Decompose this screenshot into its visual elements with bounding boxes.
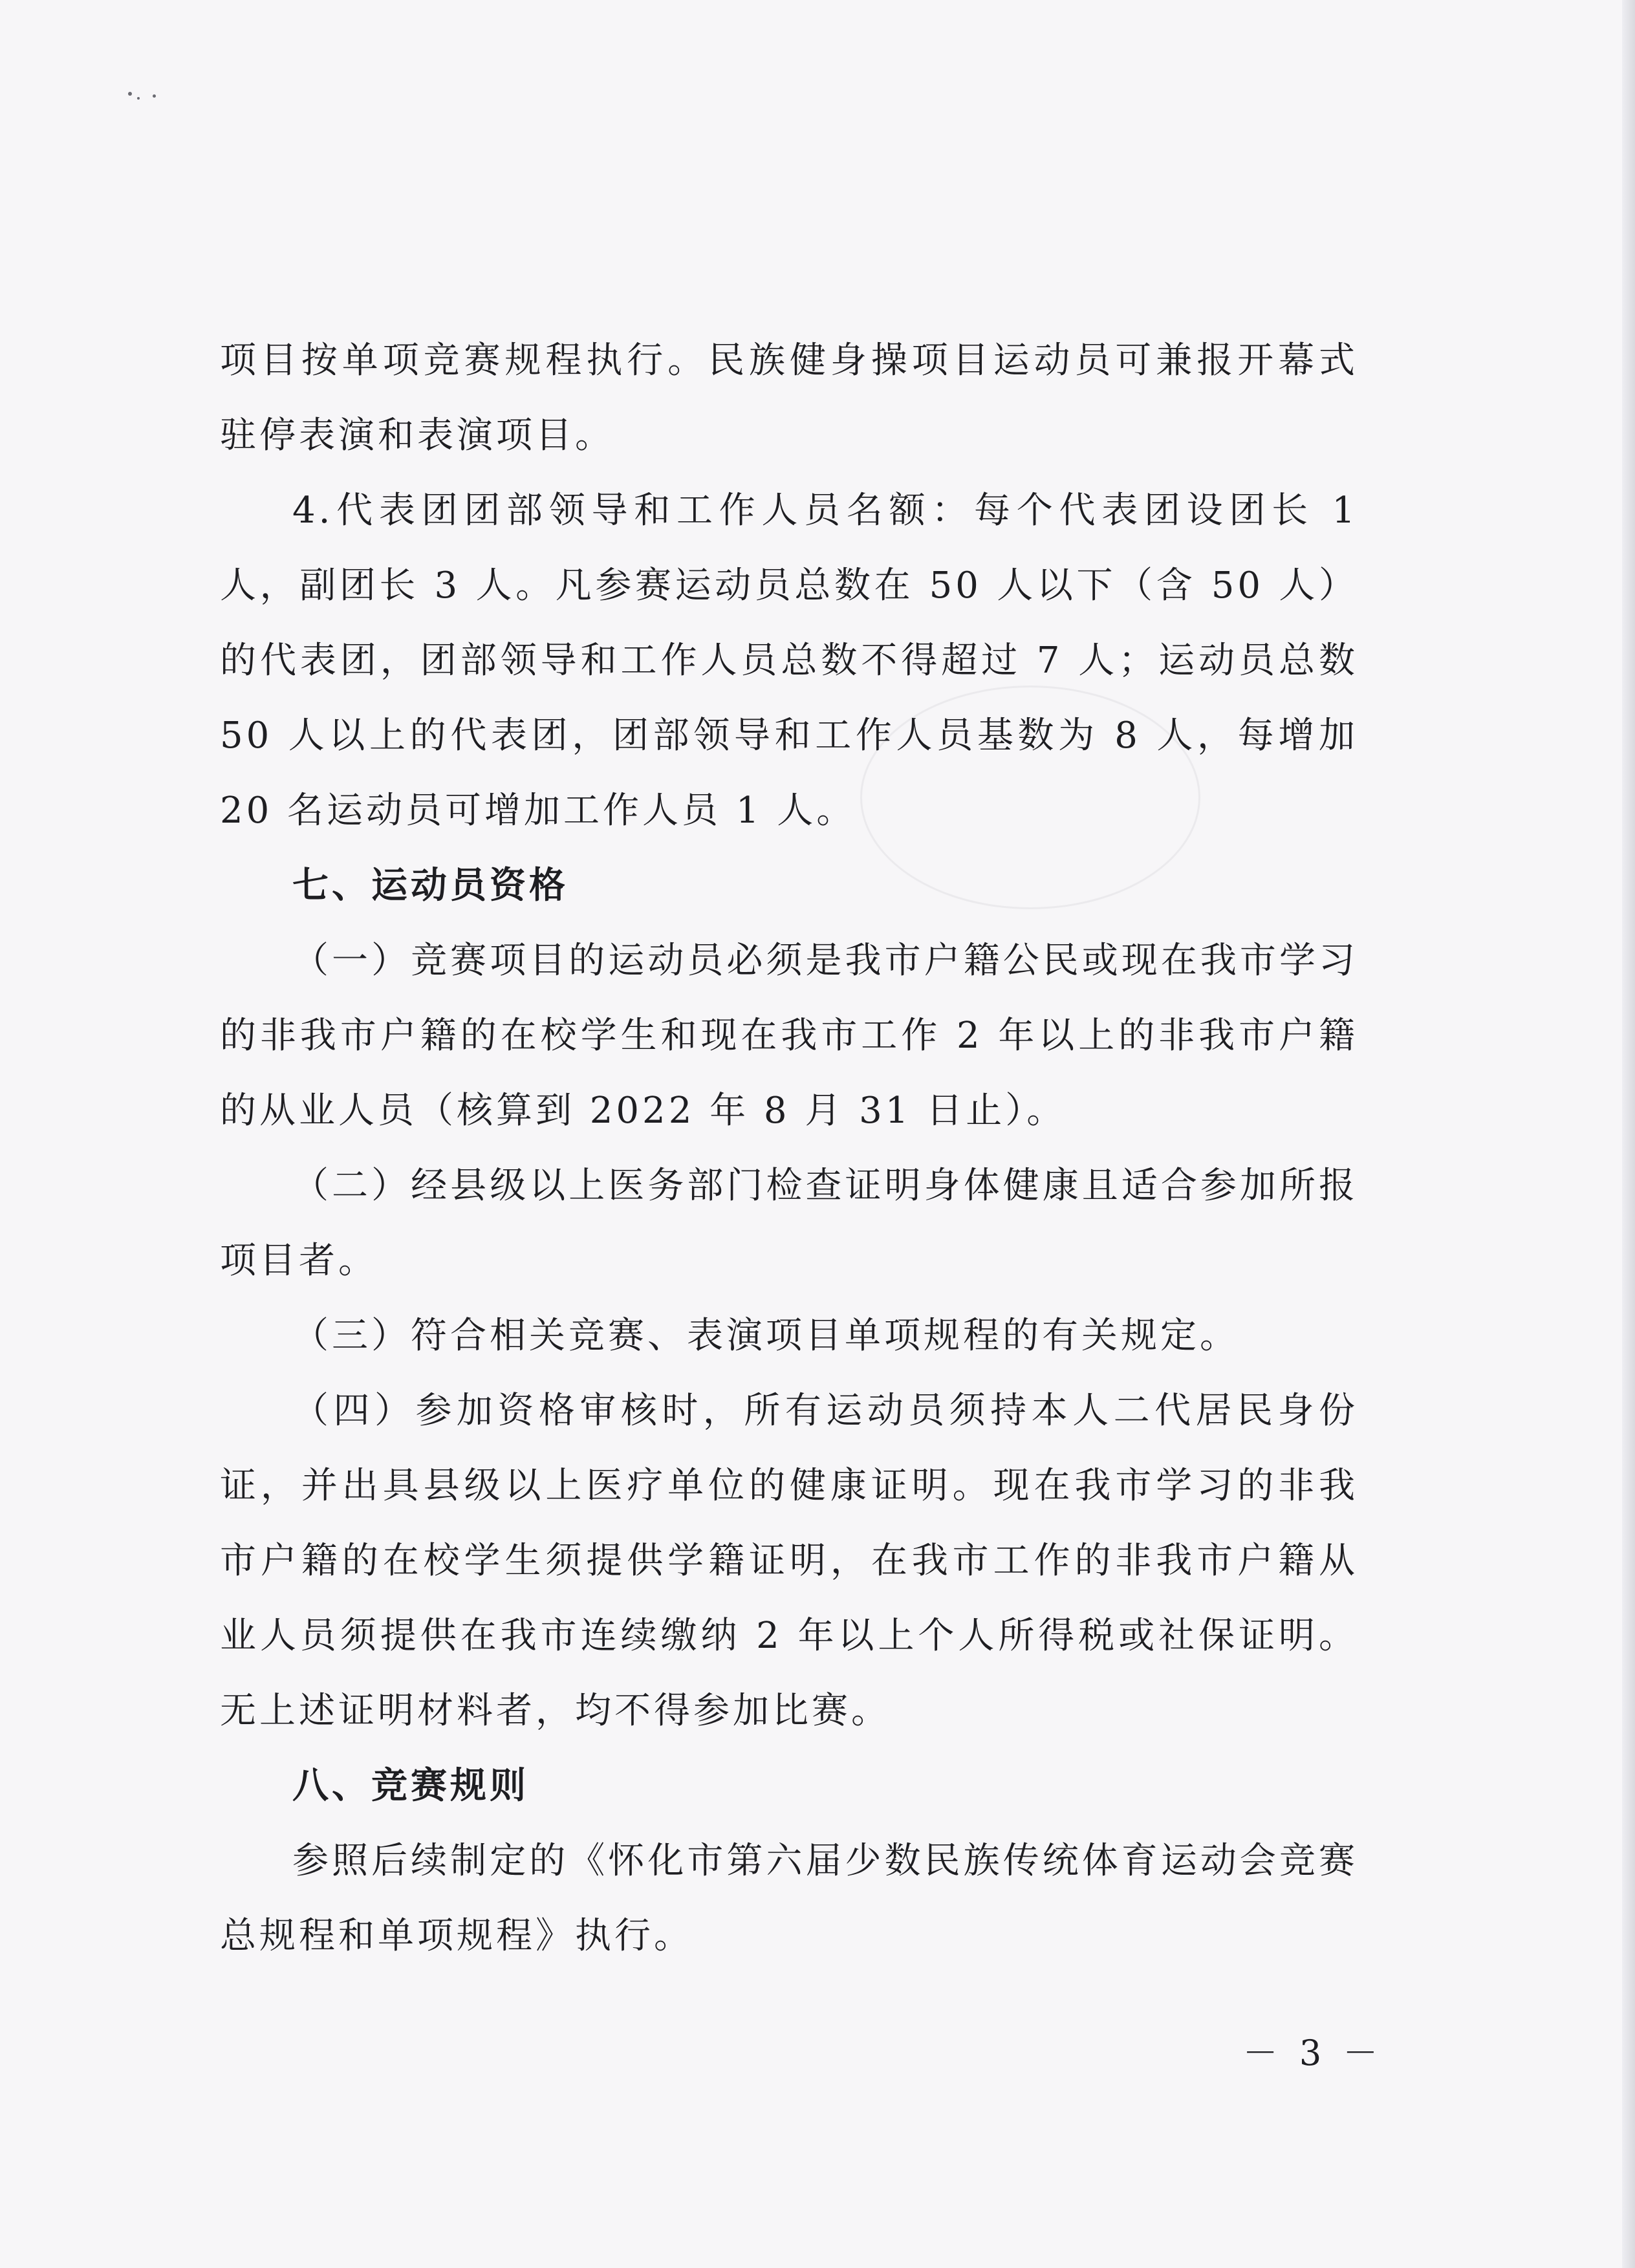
section-heading-competition-rules: 八、竞赛规则 <box>292 1765 529 1807</box>
paragraph-eligibility-2: （二）经县级以上医务部门检查证明身体健康且适合参加所报项目者。 <box>220 1165 1358 1282</box>
paragraph-competition-rules: 参照后续制定的《怀化市第六届少数民族传统体育运动会竞赛总规程和单项规程》执行。 <box>220 1840 1358 1957</box>
paragraph-eligibility-4: （四）参加资格审核时，所有运动员须持本人二代居民身份证，并出具县级以上医疗单位的健康证明。现在我市学习的非我市户籍的在校学生须提供学籍证明，在我市工作的非我市户籍从业人员须提供在我市连续缴纳 2 年以上个人所得税或社保证明。无上述证明材料者，均不得参加比赛。 <box>220 1390 1358 1732</box>
paragraph-continuation: 项目按单项竞赛规程执行。民族健身操项目运动员可兼报开幕式驻停表演和表演项目。 <box>220 340 1358 457</box>
scan-speck <box>128 92 132 96</box>
document-body <box>220 323 1358 1974</box>
scan-edge <box>1622 0 1635 2268</box>
scan-speck <box>137 97 140 100</box>
paragraph-eligibility-1: （一）竞赛项目的运动员必须是我市户籍公民或现在我市学习的非我市户籍的在校学生和现在我市工作 2 年以上的非我市户籍的从业人员（核算到 2022 年 8 月 31 日止）。 <box>220 940 1358 1132</box>
section-heading-athlete-eligibility: 七、运动员资格 <box>292 865 568 907</box>
paragraph-eligibility-3: （三）符合相关竞赛、表演项目单项规程的有关规定。 <box>292 1315 1239 1357</box>
scan-speck <box>153 94 156 98</box>
page-number: － 3 － <box>1242 2033 1383 2073</box>
paragraph-delegation-quota: 4.代表团团部领导和工作人员名额：每个代表团设团长 1人，副团长 3 人。凡参赛运动员总数在 50 人以下（含 50 人）的代表团，团部领导和工作人员总数不得超过 7 人；运动员总数 50 人以上的代表团，团部领导和工作人员基数为 8 人，每增加 20 名运动员可增加工作人员 1 人。 <box>220 490 1358 832</box>
